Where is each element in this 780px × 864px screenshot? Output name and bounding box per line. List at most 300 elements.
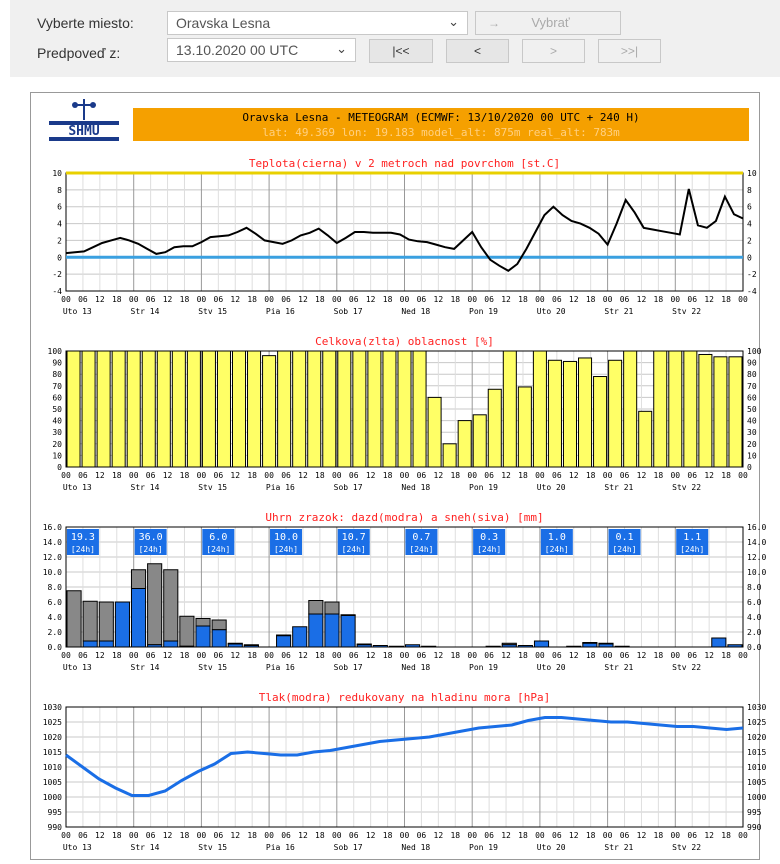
day-label: Stv 22 bbox=[672, 663, 702, 672]
x-tick-label: 00 bbox=[535, 651, 545, 660]
logo-text: SHMU bbox=[68, 124, 100, 139]
cloud-bar bbox=[624, 351, 637, 467]
y-tick-label: -4 bbox=[52, 287, 62, 296]
daily-total-value: 10.7 bbox=[341, 532, 366, 543]
x-tick-label: 00 bbox=[196, 471, 207, 480]
y-tick-label: 100 bbox=[747, 347, 762, 356]
x-tick-label: 18 bbox=[721, 651, 731, 660]
x-tick-label: 00 bbox=[738, 295, 748, 304]
y-tick-label: 80 bbox=[52, 370, 62, 380]
snow-bar bbox=[196, 619, 210, 627]
cloud-bar bbox=[142, 351, 155, 467]
x-tick-label: 06 bbox=[348, 295, 359, 304]
day-label: Stv 22 bbox=[672, 307, 702, 316]
daily-total-unit: [24h] bbox=[544, 545, 569, 554]
x-tick-label: 00 bbox=[331, 831, 342, 840]
day-label: Pon 19 bbox=[469, 483, 498, 492]
day-label: Str 14 bbox=[130, 307, 160, 316]
cloud-bar bbox=[383, 351, 396, 467]
rain-bar bbox=[196, 626, 210, 647]
x-tick-label: 18 bbox=[179, 651, 190, 660]
y-tick-label: -4 bbox=[747, 287, 757, 296]
cloud-bar bbox=[323, 351, 336, 467]
daily-total-value: 0.1 bbox=[615, 532, 634, 543]
x-tick-label: 12 bbox=[230, 831, 241, 840]
x-tick-label: 06 bbox=[213, 295, 224, 304]
rain-bar bbox=[406, 645, 420, 647]
snow-bar bbox=[309, 601, 323, 615]
cloud-bar bbox=[563, 361, 576, 467]
x-tick-label: 12 bbox=[568, 471, 579, 480]
snow-bar bbox=[180, 616, 194, 646]
x-tick-label: 00 bbox=[196, 831, 207, 840]
x-tick-label: 06 bbox=[552, 471, 562, 480]
x-tick-label: 18 bbox=[518, 295, 528, 304]
daily-total-unit: [24h] bbox=[70, 545, 95, 554]
x-tick-label: 12 bbox=[636, 295, 647, 304]
y-tick-label: 40 bbox=[747, 416, 757, 426]
nav-next-button[interactable]: > bbox=[522, 39, 585, 63]
cloud-bar bbox=[594, 377, 607, 467]
y-tick-label: 1030 bbox=[42, 703, 62, 712]
x-tick-label: 18 bbox=[721, 471, 731, 480]
rain-bar bbox=[131, 589, 145, 648]
x-tick-label: 18 bbox=[450, 651, 461, 660]
x-tick-label: 00 bbox=[61, 471, 71, 480]
x-tick-label: 12 bbox=[568, 651, 579, 660]
daily-total-value: 0.3 bbox=[480, 532, 499, 543]
cloud-bar bbox=[413, 351, 426, 467]
day-label: Sob 17 bbox=[333, 843, 363, 852]
x-tick-label: 18 bbox=[585, 471, 596, 480]
x-tick-label: 18 bbox=[315, 471, 325, 480]
cloud-bar bbox=[533, 351, 546, 467]
x-tick-label: 00 bbox=[128, 651, 139, 660]
rain-bar bbox=[728, 645, 742, 647]
day-label: Sob 17 bbox=[333, 663, 363, 672]
x-tick-label: 18 bbox=[111, 295, 122, 304]
y-tick-label: 10 bbox=[747, 451, 757, 461]
x-tick-label: 06 bbox=[281, 471, 291, 480]
panel-title: Celkova(zlta) oblacnost [%] bbox=[315, 335, 494, 348]
cloud-bar bbox=[338, 351, 351, 467]
cloud-bar bbox=[172, 351, 185, 467]
x-tick-label: 06 bbox=[145, 831, 156, 840]
rain-bar bbox=[486, 646, 500, 647]
x-tick-label: 18 bbox=[653, 295, 664, 304]
x-tick-label: 06 bbox=[145, 651, 156, 660]
x-tick-label: 06 bbox=[484, 651, 494, 660]
day-label: Ned 18 bbox=[401, 843, 431, 852]
x-tick-label: 18 bbox=[518, 831, 528, 840]
day-label: Str 21 bbox=[604, 663, 634, 672]
y-tick-label: 30 bbox=[747, 428, 757, 438]
x-tick-label: 06 bbox=[281, 651, 291, 660]
x-tick-label: 12 bbox=[298, 651, 308, 660]
x-tick-label: 00 bbox=[128, 295, 139, 304]
x-tick-label: 18 bbox=[315, 295, 325, 304]
cloud-bar bbox=[503, 351, 516, 467]
panel-title: Uhrn zrazok: dazd(modra) a sneh(siva) [mm] bbox=[265, 511, 544, 524]
y-tick-label: 8.0 bbox=[47, 583, 62, 592]
y-tick-label: 30 bbox=[52, 428, 62, 438]
y-tick-label: 8 bbox=[57, 185, 62, 195]
rain-bar bbox=[164, 641, 178, 647]
chevron-down-icon: ⌄ bbox=[448, 14, 459, 29]
panel-title: Teplota(cierna) v 2 metroch nad povrchom [st.C] bbox=[248, 157, 561, 170]
cloud-bar bbox=[202, 351, 215, 467]
rain-bar bbox=[277, 636, 291, 647]
day-label: Ned 18 bbox=[401, 483, 431, 492]
y-tick-label: 50 bbox=[747, 405, 757, 414]
day-label: Ned 18 bbox=[401, 307, 431, 316]
x-tick-label: 18 bbox=[450, 295, 461, 304]
x-tick-label: 12 bbox=[704, 295, 714, 304]
x-tick-label: 06 bbox=[145, 471, 156, 480]
y-tick-label: 4.0 bbox=[47, 613, 62, 622]
daily-total-value: 0.7 bbox=[412, 532, 431, 543]
rain-bar bbox=[567, 646, 581, 647]
place-select[interactable] bbox=[167, 11, 468, 35]
place-select-value: Oravska Lesna bbox=[176, 15, 271, 31]
daily-total-unit: [24h] bbox=[341, 545, 366, 554]
rain-bar bbox=[325, 614, 339, 647]
x-tick-label: 06 bbox=[213, 651, 224, 660]
y-tick-label: 0.0 bbox=[47, 643, 62, 652]
day-label: Uto 13 bbox=[62, 483, 92, 492]
daily-total-unit: [24h] bbox=[409, 545, 434, 554]
cloud-bar bbox=[518, 387, 531, 467]
y-tick-label: 20 bbox=[747, 439, 757, 449]
day-label: Stv 22 bbox=[672, 483, 702, 492]
cloud-bar bbox=[684, 351, 697, 467]
x-tick-label: 06 bbox=[687, 295, 698, 304]
rain-bar bbox=[534, 641, 548, 647]
x-tick-label: 18 bbox=[247, 471, 257, 480]
cloud-bar bbox=[112, 351, 125, 467]
x-tick-label: 06 bbox=[552, 831, 562, 840]
cloud-bar bbox=[157, 351, 170, 467]
rain-bar bbox=[373, 646, 387, 648]
x-tick-label: 06 bbox=[619, 295, 630, 304]
cloud-bar bbox=[443, 444, 456, 467]
y-tick-label: -2 bbox=[52, 270, 62, 280]
daily-total-unit: [24h] bbox=[477, 545, 502, 554]
day-label: Str 14 bbox=[130, 843, 160, 852]
cloud-bar bbox=[654, 351, 667, 467]
x-tick-label: 06 bbox=[78, 651, 88, 660]
snow-bar bbox=[148, 564, 162, 645]
y-tick-label: 1015 bbox=[42, 748, 62, 757]
x-tick-label: 06 bbox=[484, 831, 494, 840]
cloud-bar bbox=[232, 351, 245, 467]
x-tick-label: 18 bbox=[721, 295, 731, 304]
daily-total-value: 19.3 bbox=[70, 532, 95, 543]
daily-total-value: 1.1 bbox=[683, 532, 702, 543]
cloud-bar bbox=[353, 351, 366, 467]
nav-first-button[interactable]: |<< bbox=[369, 39, 433, 63]
x-tick-label: 06 bbox=[416, 295, 427, 304]
y-tick-label: 8 bbox=[747, 185, 752, 195]
day-label: Uto 13 bbox=[62, 663, 92, 672]
x-tick-label: 12 bbox=[365, 651, 376, 660]
y-tick-label: 0 bbox=[57, 253, 62, 263]
x-tick-label: 12 bbox=[501, 295, 511, 304]
x-tick-label: 18 bbox=[382, 295, 393, 304]
x-tick-label: 00 bbox=[535, 471, 545, 480]
meteogram-svg bbox=[31, 93, 767, 859]
y-tick-label: 6.0 bbox=[47, 598, 62, 607]
x-tick-label: 00 bbox=[196, 651, 207, 660]
x-tick-label: 18 bbox=[382, 831, 393, 840]
x-tick-label: 12 bbox=[433, 651, 444, 660]
daily-total-value: 36.0 bbox=[138, 532, 163, 543]
x-tick-label: 06 bbox=[484, 471, 494, 480]
x-tick-label: 06 bbox=[552, 295, 562, 304]
daily-total-unit: [24h] bbox=[612, 545, 637, 554]
arrow-right-icon: → bbox=[488, 16, 500, 30]
x-tick-label: 06 bbox=[619, 471, 630, 480]
x-tick-label: 06 bbox=[687, 651, 698, 660]
x-tick-label: 18 bbox=[247, 831, 257, 840]
nav-prev-button[interactable]: < bbox=[446, 39, 509, 63]
y-tick-label: 90 bbox=[52, 358, 62, 368]
x-tick-label: 00 bbox=[399, 831, 410, 840]
x-tick-label: 18 bbox=[315, 651, 325, 660]
day-label: Str 21 bbox=[604, 843, 634, 852]
x-tick-label: 00 bbox=[602, 295, 613, 304]
day-label: Ned 18 bbox=[401, 663, 431, 672]
y-tick-label: 1005 bbox=[42, 778, 62, 787]
x-tick-label: 12 bbox=[365, 295, 376, 304]
x-tick-label: 12 bbox=[230, 471, 241, 480]
y-tick-label: 1020 bbox=[747, 733, 767, 742]
y-tick-label: 1030 bbox=[747, 703, 767, 712]
rain-bar bbox=[389, 646, 403, 647]
day-label: Pon 19 bbox=[469, 663, 498, 672]
rain-bar bbox=[599, 644, 613, 647]
daily-total-value: 10.0 bbox=[273, 532, 299, 543]
x-tick-label: 00 bbox=[61, 651, 71, 660]
y-tick-label: 1000 bbox=[42, 793, 62, 802]
x-tick-label: 06 bbox=[416, 831, 427, 840]
x-tick-label: 00 bbox=[467, 651, 478, 660]
y-tick-label: -2 bbox=[747, 270, 757, 280]
x-tick-label: 18 bbox=[111, 651, 122, 660]
x-tick-label: 18 bbox=[518, 651, 528, 660]
x-tick-label: 06 bbox=[687, 831, 698, 840]
rain-bar bbox=[712, 638, 726, 647]
x-tick-label: 06 bbox=[213, 831, 224, 840]
rain-bar bbox=[309, 614, 323, 647]
x-tick-label: 12 bbox=[95, 831, 105, 840]
x-tick-label: 12 bbox=[433, 295, 444, 304]
y-tick-label: 6.0 bbox=[747, 598, 762, 607]
x-tick-label: 18 bbox=[179, 471, 190, 480]
x-tick-label: 00 bbox=[264, 471, 274, 480]
y-tick-label: 0.0 bbox=[747, 643, 762, 652]
y-tick-label: 2.0 bbox=[47, 628, 62, 637]
cloud-bar bbox=[293, 351, 306, 467]
cloud-bar bbox=[488, 389, 501, 467]
x-tick-label: 18 bbox=[585, 651, 596, 660]
snow-bar bbox=[83, 601, 97, 641]
y-tick-label: 0 bbox=[747, 253, 752, 263]
x-tick-label: 00 bbox=[61, 295, 71, 304]
day-label: Uto 20 bbox=[536, 307, 566, 316]
day-label: Pia 16 bbox=[265, 307, 295, 316]
cloud-bar bbox=[714, 357, 727, 467]
day-label: Pon 19 bbox=[469, 307, 498, 316]
snow-bar bbox=[164, 570, 178, 641]
rain-bar bbox=[228, 644, 242, 647]
y-tick-label: 10.0 bbox=[747, 568, 767, 577]
x-tick-label: 00 bbox=[399, 651, 410, 660]
x-tick-label: 12 bbox=[162, 651, 173, 660]
x-tick-label: 12 bbox=[365, 831, 376, 840]
nav-last-button[interactable]: >>| bbox=[598, 39, 661, 63]
rain-bar bbox=[583, 643, 597, 647]
x-tick-label: 12 bbox=[162, 295, 173, 304]
day-label: Uto 13 bbox=[62, 307, 92, 316]
y-tick-label: 100 bbox=[47, 347, 62, 356]
day-label: Pon 19 bbox=[469, 843, 498, 852]
y-tick-label: 1020 bbox=[42, 733, 62, 742]
x-tick-label: 12 bbox=[95, 651, 105, 660]
x-tick-label: 00 bbox=[61, 831, 71, 840]
day-label: Str 21 bbox=[604, 307, 634, 316]
x-tick-label: 12 bbox=[95, 471, 105, 480]
x-tick-label: 18 bbox=[382, 471, 393, 480]
rain-bar bbox=[148, 645, 162, 647]
day-label: Stv 15 bbox=[198, 307, 228, 316]
day-label: Str 14 bbox=[130, 663, 160, 672]
x-tick-label: 12 bbox=[95, 295, 105, 304]
x-tick-label: 06 bbox=[416, 471, 427, 480]
x-tick-label: 00 bbox=[467, 831, 478, 840]
x-tick-label: 00 bbox=[670, 295, 681, 304]
y-tick-label: 2.0 bbox=[747, 628, 762, 637]
x-tick-label: 18 bbox=[721, 831, 731, 840]
x-tick-label: 18 bbox=[247, 651, 257, 660]
x-tick-label: 00 bbox=[602, 651, 613, 660]
y-tick-label: 16.0 bbox=[747, 523, 767, 532]
cloud-bar bbox=[729, 357, 742, 467]
daily-total-unit: [24h] bbox=[273, 545, 299, 554]
x-tick-label: 18 bbox=[111, 831, 122, 840]
x-tick-label: 12 bbox=[230, 651, 241, 660]
cloud-bar bbox=[609, 360, 622, 467]
meteogram bbox=[30, 92, 767, 860]
x-tick-label: 12 bbox=[568, 831, 579, 840]
y-tick-label: 20 bbox=[52, 439, 62, 449]
y-tick-label: 4.0 bbox=[747, 613, 762, 622]
snow-bar bbox=[67, 591, 81, 647]
cloud-bar bbox=[579, 358, 592, 467]
x-tick-label: 06 bbox=[348, 471, 359, 480]
x-tick-label: 12 bbox=[162, 831, 173, 840]
y-tick-label: 16.0 bbox=[42, 523, 62, 532]
y-tick-label: 50 bbox=[52, 405, 62, 414]
day-label: Str 14 bbox=[130, 483, 160, 492]
x-tick-label: 12 bbox=[501, 471, 511, 480]
x-tick-label: 18 bbox=[450, 831, 461, 840]
snow-bar bbox=[131, 570, 145, 589]
y-tick-label: 1010 bbox=[42, 763, 62, 772]
y-tick-label: 6 bbox=[747, 202, 752, 212]
cloud-bar bbox=[308, 351, 321, 467]
x-tick-label: 00 bbox=[670, 471, 681, 480]
x-tick-label: 12 bbox=[704, 831, 714, 840]
y-tick-label: 12.0 bbox=[42, 553, 62, 562]
y-tick-label: 1010 bbox=[747, 763, 767, 772]
x-tick-label: 18 bbox=[179, 295, 190, 304]
cloud-bar bbox=[398, 351, 411, 467]
day-label: Pia 16 bbox=[265, 663, 295, 672]
x-tick-label: 06 bbox=[213, 471, 224, 480]
daily-total-value: 1.0 bbox=[547, 532, 566, 543]
snow-bar bbox=[212, 620, 226, 630]
x-tick-label: 00 bbox=[196, 295, 207, 304]
rain-bar bbox=[99, 641, 113, 647]
y-tick-label: 1025 bbox=[42, 718, 62, 727]
x-tick-label: 00 bbox=[128, 471, 139, 480]
cloud-bar bbox=[548, 360, 561, 467]
x-tick-label: 00 bbox=[467, 295, 478, 304]
day-label: Sob 17 bbox=[333, 307, 363, 316]
y-tick-label: 60 bbox=[747, 393, 757, 403]
x-tick-label: 00 bbox=[738, 651, 748, 660]
select-place-button[interactable] bbox=[475, 11, 621, 35]
day-label: Uto 20 bbox=[536, 663, 566, 672]
y-tick-label: 4 bbox=[57, 219, 62, 229]
cloud-bar bbox=[97, 351, 110, 467]
x-tick-label: 12 bbox=[636, 651, 647, 660]
x-tick-label: 00 bbox=[535, 295, 545, 304]
snow-bar bbox=[99, 602, 113, 641]
cloud-bar bbox=[428, 397, 441, 467]
x-tick-label: 06 bbox=[687, 471, 698, 480]
x-tick-label: 00 bbox=[264, 295, 274, 304]
cloud-bar bbox=[127, 351, 140, 467]
x-tick-label: 12 bbox=[636, 831, 647, 840]
meteogram-subtitle: lat: 49.369 lon: 19.183 model_alt: 875m real_alt: 783m bbox=[262, 126, 620, 139]
y-tick-label: 10 bbox=[52, 169, 62, 178]
cloud-bar bbox=[67, 351, 80, 467]
x-tick-label: 00 bbox=[331, 295, 342, 304]
day-label: Stv 22 bbox=[672, 843, 702, 852]
cloud-bar bbox=[278, 351, 291, 467]
x-tick-label: 06 bbox=[416, 651, 427, 660]
day-label: Stv 15 bbox=[198, 663, 228, 672]
forecast-select[interactable] bbox=[167, 38, 356, 62]
rain-bar bbox=[180, 646, 194, 647]
rain-bar bbox=[357, 645, 371, 647]
x-tick-label: 00 bbox=[602, 471, 613, 480]
x-tick-label: 06 bbox=[348, 651, 359, 660]
y-tick-label: 995 bbox=[47, 808, 62, 817]
cloud-bar bbox=[187, 351, 200, 467]
cloud-bar bbox=[368, 351, 381, 467]
daily-total-value: 6.0 bbox=[209, 532, 228, 543]
x-tick-label: 06 bbox=[281, 295, 291, 304]
x-tick-label: 12 bbox=[298, 471, 308, 480]
y-tick-label: 1000 bbox=[747, 793, 767, 802]
y-tick-label: 1015 bbox=[747, 748, 767, 757]
y-tick-label: 60 bbox=[52, 393, 62, 403]
cloud-bar bbox=[248, 351, 261, 467]
x-tick-label: 18 bbox=[518, 471, 528, 480]
